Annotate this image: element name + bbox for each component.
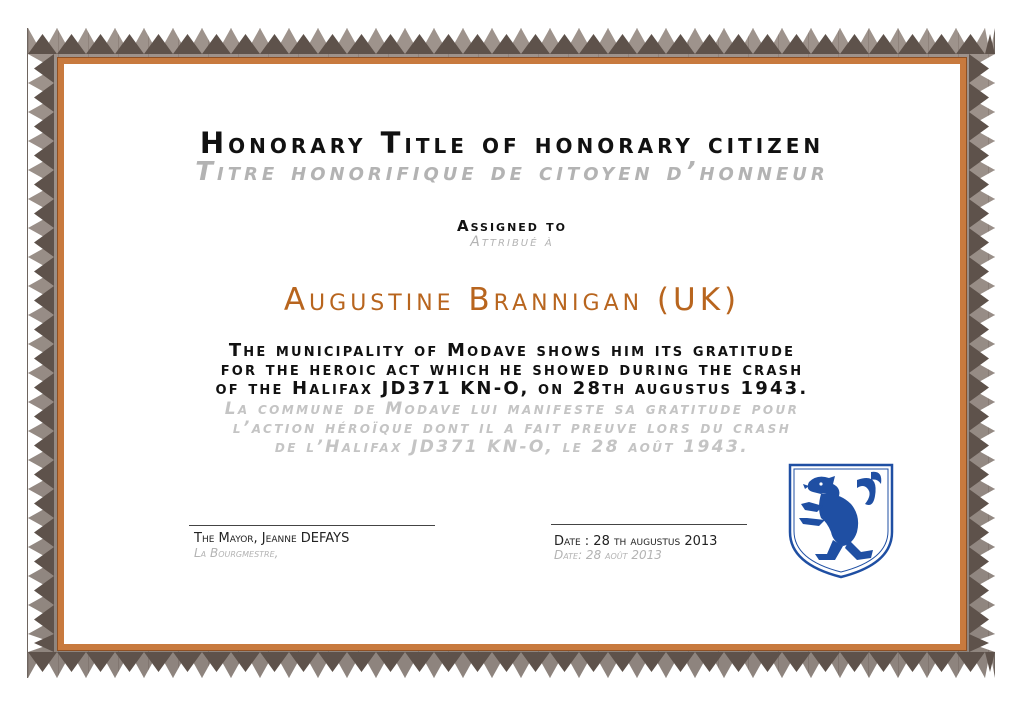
border-triangle [969,112,989,141]
border-triangle [969,257,989,286]
border-triangle [173,34,202,54]
border-triangle [637,652,666,672]
heraldic-lion-icon [787,462,895,580]
border-triangle [550,652,579,672]
border-triangle [579,652,608,672]
border-triangle [405,34,434,54]
border-triangle [144,34,173,54]
message-english-line: The municipality of Modave shows him its gratitude [228,340,796,361]
border-triangle [144,652,173,672]
border-triangle [202,652,231,672]
border-triangle [28,652,57,672]
border-triangle [376,652,405,672]
border-triangle [969,518,989,547]
border-triangle [869,652,898,672]
border-triangle [34,344,54,373]
mayor-label: The Mayor, Jeanne DEFAYS [194,531,350,546]
border-triangle [898,34,927,54]
border-triangle [34,170,54,199]
border-triangle [34,431,54,460]
border-triangle [289,34,318,54]
border-triangle [34,518,54,547]
border-triangle [811,652,840,672]
title-english: Honorary Title of honorary citizen [199,126,825,160]
message-english-line: for the heroic act which he showed during the crash [220,359,804,380]
border-triangle [231,652,260,672]
border-triangle [695,34,724,54]
border-triangle [34,576,54,605]
border-triangle [86,34,115,54]
border-triangle [969,460,989,489]
border-triangle [492,652,521,672]
border-triangle [463,34,492,54]
border-triangle [724,652,753,672]
border-triangle [115,34,144,54]
border-triangle [969,344,989,373]
border-triangle [695,652,724,672]
border-triangle [637,34,666,54]
border-triangle [782,34,811,54]
border-triangle [869,34,898,54]
border-triangle [969,286,989,315]
border-triangle [347,34,376,54]
border-triangle [969,547,989,576]
border-triangle [969,431,989,460]
border-triangle [898,652,927,672]
border-triangle [753,34,782,54]
certificate-body [64,64,960,644]
border-triangle [202,34,231,54]
border-triangle [608,34,637,54]
border-triangle [34,257,54,286]
border-triangle [969,489,989,518]
border-triangle [34,373,54,402]
border-triangle [969,83,989,112]
recipient-name: Augustine Brannigan (UK) [283,282,741,318]
border-triangle [34,199,54,228]
border-triangle [521,652,550,672]
border-triangle [579,34,608,54]
border-triangle [57,652,86,672]
border-triangle [173,652,202,672]
date-signature-line [551,524,747,525]
border-triangle [34,141,54,170]
border-triangle [376,34,405,54]
message-french-line: l’action héroïque dont il a fait preuve lors du crash [232,418,792,438]
border-triangle [550,34,579,54]
border-triangle [492,34,521,54]
border-triangle [969,54,989,83]
border-triangle [753,652,782,672]
message-english-line: of the Halifax JD371 KN-O, on 28th augustus 1943. [215,378,809,399]
border-triangle [969,634,989,652]
border-triangle [34,315,54,344]
border-triangle [463,652,492,672]
border-triangle [666,34,695,54]
border-triangle [724,34,753,54]
border-triangle [969,576,989,605]
border-triangle [969,605,989,634]
border-triangle [608,652,637,672]
border-triangle [318,652,347,672]
border-triangle [34,460,54,489]
border-triangle [434,652,463,672]
border-triangle [86,652,115,672]
border-triangle [115,652,144,672]
border-triangle [260,34,289,54]
border-triangle [840,34,869,54]
border-triangle [289,652,318,672]
border-triangle [969,315,989,344]
message-french-line: de l’Halifax JD371 KN-O, le 28 août 1943. [274,437,750,457]
border-triangle [969,402,989,431]
border-triangle [927,652,956,672]
border-triangle [34,112,54,141]
border-triangle [28,34,57,54]
border-triangle [34,489,54,518]
assigned-to-english: Assigned to [456,217,567,235]
border-triangle [521,34,550,54]
border-triangle [34,83,54,112]
border-triangle [405,652,434,672]
border-triangle [666,652,695,672]
border-triangle [969,199,989,228]
border-triangle [969,228,989,257]
date-label: Date : 28 th augustus 2013 [554,534,718,549]
border-triangle [34,54,54,83]
border-triangle [969,373,989,402]
message-french-line: La commune de Modave lui manifeste sa gratitude pour [224,399,800,419]
border-triangle [34,402,54,431]
border-triangle [34,634,54,652]
border-triangle [927,34,956,54]
mayor-signature-line [189,525,435,526]
border-triangle [34,547,54,576]
border-triangle [956,34,985,54]
border-triangle [34,605,54,634]
border-triangle [985,652,995,672]
date-label-french: Date: 28 août 2013 [554,548,662,562]
border-triangle [347,652,376,672]
border-triangle [985,34,995,54]
border-triangle [34,228,54,257]
border-triangle [318,34,347,54]
border-triangle [434,34,463,54]
border-triangle [34,286,54,315]
border-triangle [57,34,86,54]
assigned-to-french: Attribué à [470,234,554,250]
title-french: Titre honorifique de citoyen d’honneur [195,157,829,187]
border-triangle [231,34,260,54]
border-triangle [840,652,869,672]
border-triangle [956,652,985,672]
border-triangle [782,652,811,672]
border-triangle [260,652,289,672]
border-triangle [969,141,989,170]
border-triangle [969,170,989,199]
mayor-label-french: La Bourgmestre, [194,546,279,560]
border-triangle [811,34,840,54]
